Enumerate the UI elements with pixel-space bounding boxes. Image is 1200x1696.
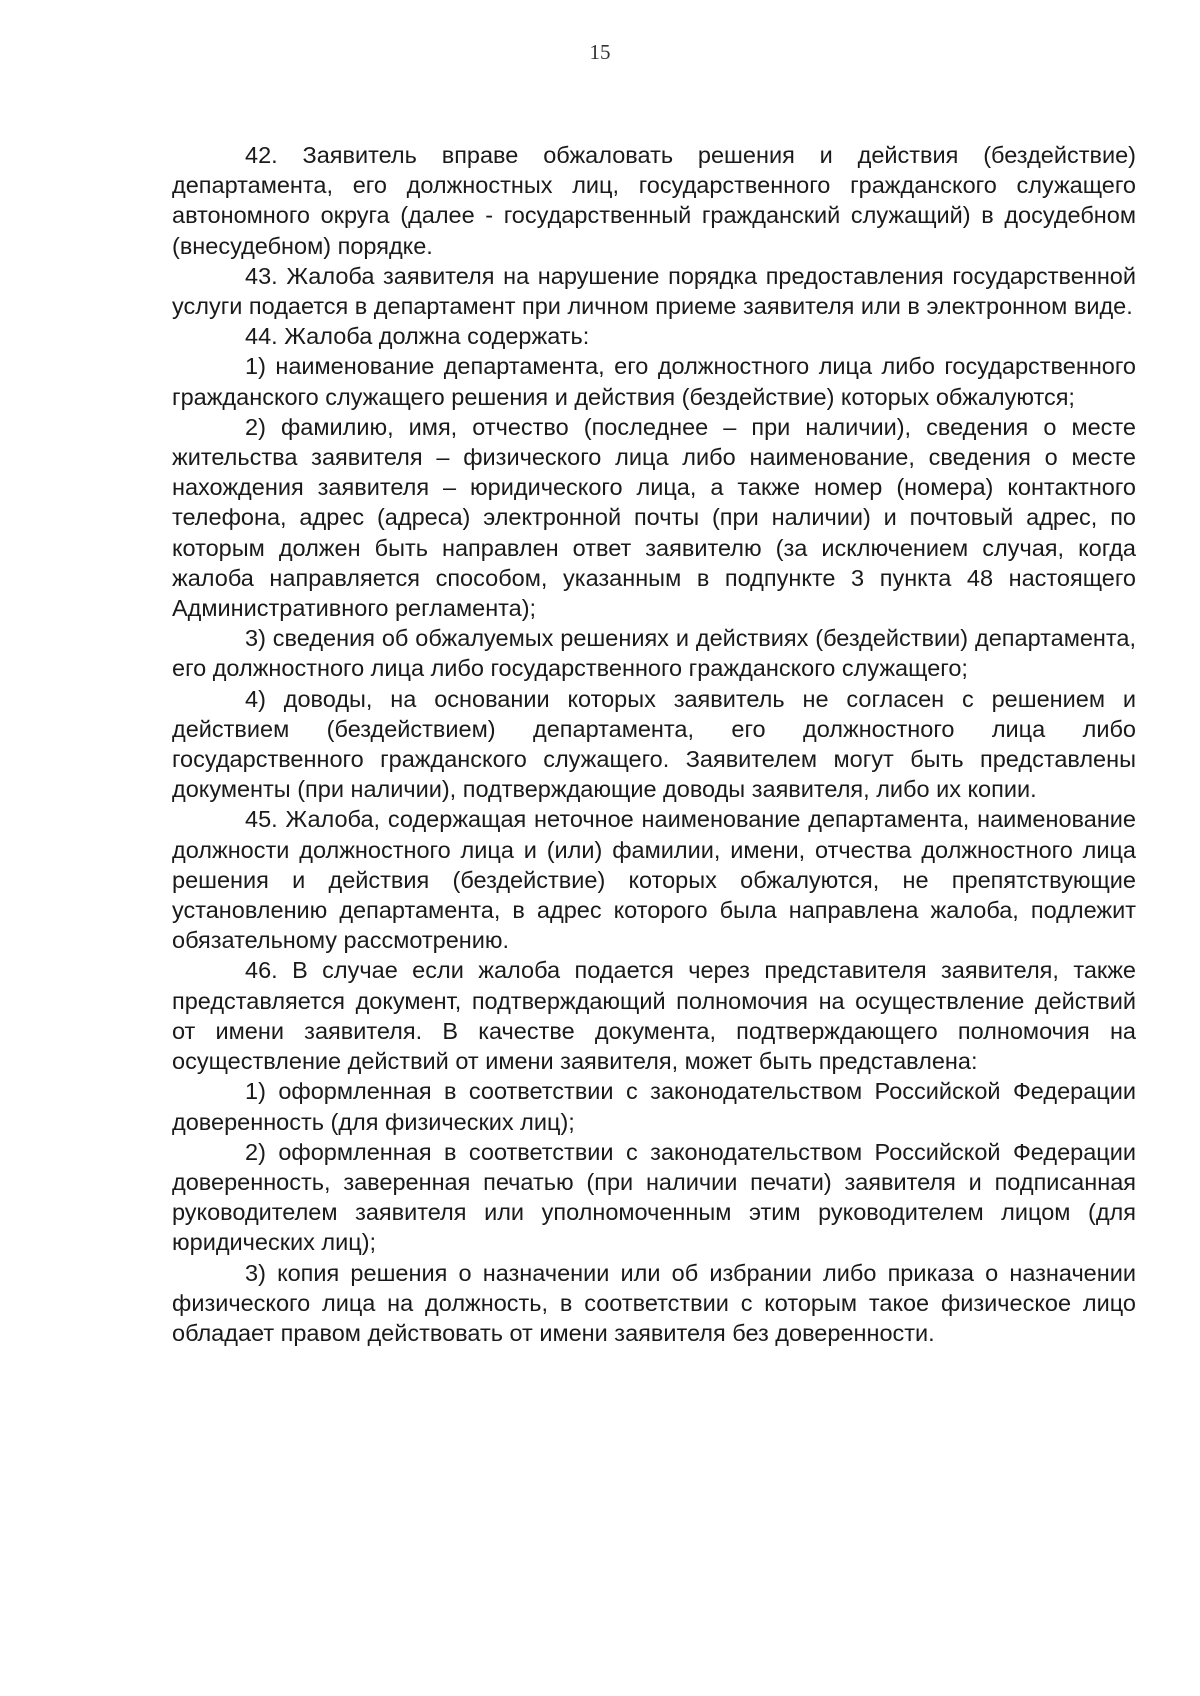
paragraph-44-item-3: 3) сведения об обжалуемых решениях и действиях (бездействии) департамента, его должностного лица либо государственного гражданского служащего;: [172, 625, 1136, 682]
paragraph-46-item-1: 1) оформленная в соответствии с законодательством Российской Федерации доверенность (для физических лиц);: [172, 1078, 1136, 1135]
paragraph-44-item-1: 1) наименование департамента, его должностного лица либо государственного гражданского служащего решения и действия (бездействие) которых обжалуются;: [172, 353, 1136, 410]
paragraph-44-item-2: 2) фамилию, имя, отчество (последнее – при наличии), сведения о месте жительства заявителя – физического лица либо наименование, сведения о месте нахождения заявителя – юридического лица, а также номер (номера) контактного телефона, адрес (адреса) электронной почты (при наличии) и почтовый адрес, по которым должен быть направлен ответ заявителю (за исключением случая, когда жалоба направляется способом, указанным в подпункте 3 пункта 48 настоящего Административного регламента);: [172, 413, 1136, 622]
paragraph-42: 42. Заявитель вправе обжаловать решения и действия (бездействие) департамента, его должностных лиц, государственного гражданского служащего автономного округа (далее - государственный гражданский служащий) в досудебном (внесудебном) порядке.: [172, 142, 1136, 259]
paragraph-46-item-2: 2) оформленная в соответствии с законодательством Российской Федерации доверенность, заверенная печатью (при наличии печати) заявителя и подписанная руководителем заявителя или уполномоченным этим руководителем лицом (для юридических лиц);: [172, 1138, 1136, 1256]
paragraph-43: 43. Жалоба заявителя на нарушение порядка предоставления государственной услуги подается в департамент при личном приеме заявителя или в электронном виде.: [172, 262, 1136, 320]
paragraph-44-item-4: 4) доводы, на основании которых заявитель не согласен с решением и действием (бездействием) департамента, его должностного лица либо государственного гражданского служащего. Заявителем могут быть представлены документы (при наличии), подтверждающие доводы заявителя, либо их копии.: [172, 685, 1136, 803]
paragraph-46: 46. В случае если жалоба подается через представителя заявителя, также представляется документ, подтверждающий полномочия на осуществление действий от имени заявителя. В качестве документа, подтверждающего полномочия на осуществление действий от имени заявителя, может быть представлена:: [172, 957, 1136, 1075]
document-body: [172, 140, 1136, 1348]
page-number: 15: [589, 40, 611, 64]
paragraph-46-item-3: 3) копия решения о назначении или об избрании либо приказа о назначении физического лица на должность, в соответствии с которым такое физическое лицо обладает правом действовать от имени заявителя без доверенности.: [172, 1259, 1136, 1346]
paragraph-44: 44. Жалоба должна содержать:: [245, 323, 590, 350]
paragraph-45: 45. Жалоба, содержащая неточное наименование департамента, наименование должности должностного лица и (или) фамилии, имени, отчества должностного лица решения и действия (бездействие) которых обжалуются, не препятствующие установлению департамента, в адрес которого была направлена жалоба, подлежит обязательному рассмотрению.: [172, 806, 1136, 954]
